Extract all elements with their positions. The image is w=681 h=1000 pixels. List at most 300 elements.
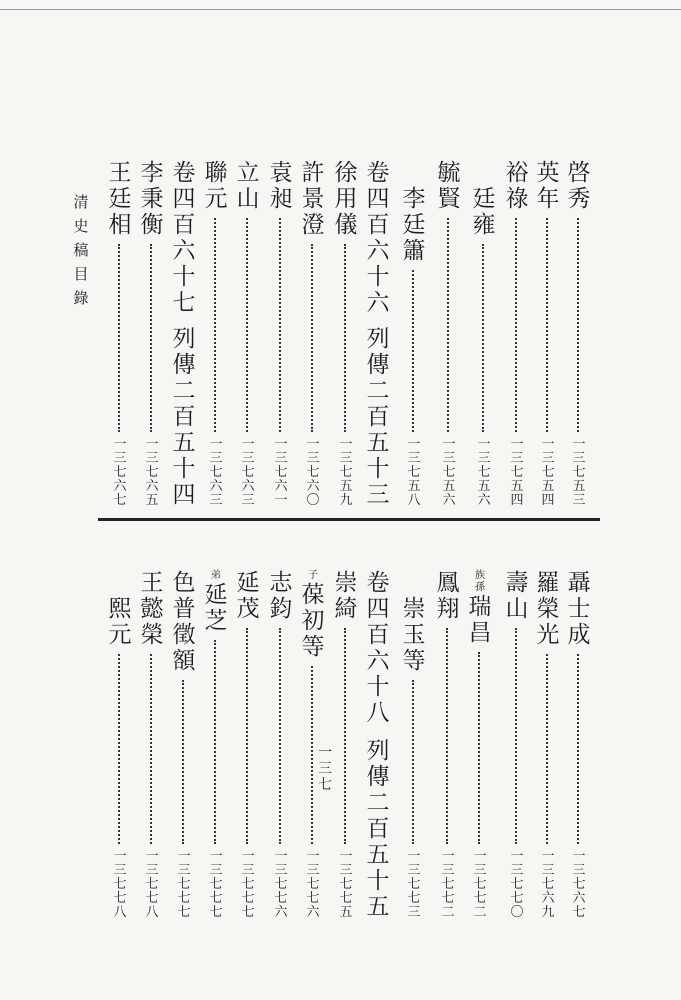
- upper-toc-entry: [333, 160, 359, 508]
- leader-dots: [446, 628, 450, 844]
- volume-number-char: 六: [366, 290, 390, 316]
- page-number-char: 五: [407, 479, 421, 494]
- page-number-char: 一: [541, 437, 555, 452]
- page-number-char: 七: [241, 891, 255, 906]
- entry-name: [203, 582, 229, 634]
- page-number-char: 四: [541, 493, 555, 508]
- volume-title-char: 三: [366, 482, 390, 508]
- volume-number-char: 八: [366, 700, 390, 726]
- leader-dots: [311, 666, 315, 844]
- entry-page-number: [539, 850, 557, 920]
- page-number-char: 三: [209, 863, 223, 878]
- page-number-char: 七: [145, 465, 159, 480]
- volume-title-char: 列: [366, 738, 390, 764]
- entry-name-char: 衡: [140, 212, 164, 238]
- entry-name-char: 元: [108, 622, 132, 648]
- page-number-char: 一: [473, 849, 487, 864]
- entry-relation-note: [473, 570, 487, 594]
- page-number-char: 六: [541, 891, 555, 906]
- entry-name-char: 色: [172, 570, 196, 596]
- page-number-char: 七: [541, 465, 555, 480]
- leader-dots: [546, 654, 550, 844]
- entry-name: [300, 582, 326, 660]
- lower-toc-entry: [203, 570, 229, 920]
- entry-name: [203, 160, 229, 212]
- page-number-char: 七: [274, 891, 288, 906]
- page-number-char: 三: [572, 493, 586, 508]
- page-number-char: 三: [541, 451, 555, 466]
- entry-name-char: 李: [402, 186, 426, 212]
- volume-number-char: 六: [366, 648, 390, 674]
- page-number-char: 七: [572, 465, 586, 480]
- page-number-char: 三: [541, 863, 555, 878]
- entry-name-char: 懿: [140, 596, 164, 622]
- volume-title-char: 列: [172, 326, 196, 352]
- page-number-char: 三: [318, 761, 332, 777]
- entry-name-char: 啓: [567, 160, 591, 186]
- entry-name-char: 光: [536, 622, 560, 648]
- page-number-char: 七: [441, 877, 455, 892]
- entry-name: [268, 570, 294, 622]
- page-number-char: 七: [477, 465, 491, 480]
- entry-name-char: 廷: [472, 186, 496, 212]
- leader-dots: [447, 218, 451, 432]
- entry-name: [333, 570, 359, 622]
- entry-page-number: [570, 438, 588, 508]
- volume-number-char: 十: [172, 264, 196, 290]
- leader-dots: [246, 628, 250, 844]
- entry-page-number: [272, 850, 290, 920]
- entry-name-char: 聯: [204, 160, 228, 186]
- leader-dots: [279, 218, 283, 432]
- entry-name-char: 等: [402, 648, 426, 674]
- page-number-char: 八: [113, 905, 127, 920]
- entry-name-char: 成: [567, 622, 591, 648]
- page-number-char: 七: [241, 905, 255, 920]
- entry-name-char: 廷: [108, 186, 132, 212]
- volume-title-char: 五: [366, 894, 390, 920]
- page-number-char: 一: [407, 437, 421, 452]
- page-number-char: 七: [177, 905, 191, 920]
- entry-name: [436, 160, 462, 212]
- page-number-char: 七: [572, 905, 586, 920]
- page-number-char: 三: [510, 451, 524, 466]
- entry-name: [107, 596, 133, 648]
- page-number-char: 五: [477, 479, 491, 494]
- entry-name-char: 王: [108, 160, 132, 186]
- entry-name-char: 崇: [402, 596, 426, 622]
- entry-page-number: [304, 850, 322, 920]
- leader-dots: [311, 244, 315, 432]
- entry-name-char: 士: [567, 596, 591, 622]
- page-number-char: 七: [541, 877, 555, 892]
- page-number-char: 一: [209, 849, 223, 864]
- volume-number-char: 七: [172, 290, 196, 316]
- book-title-char: 稿: [73, 241, 89, 259]
- page-number-char: 六: [306, 905, 320, 920]
- entry-name-char: 景: [301, 186, 325, 212]
- leader-dots: [214, 640, 218, 844]
- page-number-char: 四: [510, 493, 524, 508]
- page-number-char: 二: [473, 905, 487, 920]
- upper-toc-entry: [139, 160, 165, 508]
- volume-title-char: 五: [366, 842, 390, 868]
- page-number-char: 七: [274, 465, 288, 480]
- page-number-char: 〇: [306, 493, 320, 508]
- page-number-char: 六: [274, 479, 288, 494]
- lower-toc-entry: [333, 570, 359, 920]
- upper-toc-entry: [401, 186, 427, 508]
- entry-name-char: 裕: [505, 160, 529, 186]
- volume-title-char: 二: [366, 378, 390, 404]
- entry-name-char: 元: [204, 186, 228, 212]
- entry-name: [471, 186, 497, 238]
- lower-toc-entry: [107, 596, 133, 920]
- page-number-char: 一: [477, 437, 491, 452]
- page-number-char: 三: [339, 863, 353, 878]
- page-number-char: 六: [145, 479, 159, 494]
- volume-title: [365, 326, 391, 508]
- page-number-char: 一: [177, 849, 191, 864]
- page-number-char: 六: [306, 479, 320, 494]
- leader-dots: [577, 654, 581, 844]
- page-number-char: 三: [145, 863, 159, 878]
- page-number-char: 一: [209, 437, 223, 452]
- page-number-char: 一: [572, 849, 586, 864]
- leader-dots: [182, 680, 186, 844]
- entry-name-char: 鳳: [436, 570, 460, 596]
- entry-name-char: 羅: [536, 570, 560, 596]
- entry-name: [300, 160, 326, 238]
- entry-name-char: 翔: [436, 596, 460, 622]
- lower-toc-entry: [171, 570, 197, 920]
- entry-name: [235, 570, 261, 622]
- page-number-char: 三: [274, 451, 288, 466]
- page-number-char: 七: [145, 877, 159, 892]
- lower-toc-entry: [566, 570, 592, 920]
- page-number-char: 七: [407, 465, 421, 480]
- page-number-char: 七: [510, 891, 524, 906]
- volume-number-char: 四: [172, 186, 196, 212]
- page-number-char: 一: [113, 849, 127, 864]
- page-number-char: 三: [177, 863, 191, 878]
- upper-toc-entry: [566, 160, 592, 508]
- page-number-char: 三: [113, 451, 127, 466]
- entry-name-char: 志: [269, 570, 293, 596]
- page-number-char: 七: [510, 877, 524, 892]
- entry-name-char: 榮: [140, 622, 164, 648]
- volume-number-char: 卷: [172, 160, 196, 186]
- entry-name-char: 王: [140, 570, 164, 596]
- entry-page-number: [405, 850, 423, 920]
- upper-toc-entry: [235, 160, 261, 508]
- leader-dots: [344, 244, 348, 432]
- page-number-char: 一: [306, 437, 320, 452]
- entry-page-number: [111, 850, 129, 920]
- entry-name-char: 普: [172, 596, 196, 622]
- entry-name-char: 額: [172, 648, 196, 674]
- entry-name: [566, 160, 592, 212]
- entry-name-char: 芝: [204, 608, 228, 634]
- volume-number-char: 卷: [366, 570, 390, 596]
- page-number-char: 七: [209, 905, 223, 920]
- entry-name-char: 年: [536, 186, 560, 212]
- entry-page-number: [337, 850, 355, 920]
- page-number-char: 三: [274, 863, 288, 878]
- entry-name: [401, 596, 427, 674]
- page-number-char: 一: [241, 437, 255, 452]
- entry-page-number: [272, 438, 290, 508]
- entry-name: [535, 160, 561, 212]
- page-number-char: 七: [177, 877, 191, 892]
- page-number-char: 一: [145, 437, 159, 452]
- page-number-char: 一: [274, 493, 288, 508]
- volume-number-char: 六: [172, 238, 196, 264]
- page-number-char: 一: [339, 849, 353, 864]
- volume-title-char: 列: [366, 326, 390, 352]
- upper-toc-entry: [107, 160, 133, 508]
- entry-page-number: [207, 850, 225, 920]
- volume-title-char: 四: [172, 482, 196, 508]
- page-number-char: 三: [441, 863, 455, 878]
- entry-name-char: 初: [301, 608, 325, 634]
- upper-toc-entry: [436, 160, 462, 508]
- entry-name: [566, 570, 592, 648]
- page-number-char: 七: [572, 877, 586, 892]
- volume-title: [365, 738, 391, 920]
- volume-number-char: 卷: [366, 160, 390, 186]
- entry-page-number: [440, 438, 458, 508]
- page-number-char: 七: [241, 877, 255, 892]
- page-number-char: 五: [145, 493, 159, 508]
- entry-page-number: [337, 438, 355, 508]
- lower-toc-entry: [401, 596, 427, 920]
- page-number-char: 三: [306, 863, 320, 878]
- page-number-char: 一: [441, 849, 455, 864]
- page-number-char: 〇: [510, 905, 524, 920]
- top-border-line: [0, 9, 681, 10]
- entry-page-number: [508, 438, 526, 508]
- volume-title-char: 傳: [366, 764, 390, 790]
- page-number-char: 三: [145, 451, 159, 466]
- page-number-char: 一: [510, 849, 524, 864]
- entry-name-char: 秀: [567, 186, 591, 212]
- lower-volume-heading: [365, 570, 391, 920]
- leader-dots: [344, 628, 348, 844]
- page-number-char: 三: [442, 451, 456, 466]
- page-number-char: 三: [306, 451, 320, 466]
- entry-page-number: [239, 850, 257, 920]
- upper-toc-entry: [504, 160, 530, 508]
- entry-relation-char: 子: [308, 570, 318, 581]
- volume-title-char: 百: [366, 816, 390, 842]
- page-number-char: 六: [113, 479, 127, 494]
- page-number-vertical: [318, 745, 332, 793]
- entry-name-char: 立: [236, 160, 260, 186]
- book-title-char: 目: [73, 265, 89, 283]
- volume-title-char: 二: [172, 378, 196, 404]
- entry-name-char: 延: [204, 582, 228, 608]
- entry-name-char: 廷: [402, 212, 426, 238]
- page-number-char: 五: [339, 905, 353, 920]
- entry-name-char: 昌: [468, 620, 492, 646]
- volume-title-char: 傳: [366, 352, 390, 378]
- page-number-char: 一: [306, 849, 320, 864]
- entry-page-number: [508, 850, 526, 920]
- entry-name-char: 許: [301, 160, 325, 186]
- page-number-char: 七: [306, 465, 320, 480]
- volume-title: [171, 326, 197, 508]
- entry-name-char: 山: [505, 596, 529, 622]
- entry-page-number: [304, 438, 322, 508]
- entry-name-char: 聶: [567, 570, 591, 596]
- volume-title-char: 五: [366, 430, 390, 456]
- page-number-char: 一: [318, 745, 332, 761]
- entry-name: [504, 570, 530, 622]
- page-number-char: 七: [209, 877, 223, 892]
- entry-name: [535, 570, 561, 648]
- volume-number-char: 百: [172, 212, 196, 238]
- leader-dots: [150, 244, 154, 432]
- leader-dots: [118, 654, 122, 844]
- page-number-char: 二: [441, 905, 455, 920]
- page-number-char: 三: [241, 863, 255, 878]
- book-title-vertical: [72, 190, 90, 310]
- section-divider: [98, 518, 600, 521]
- volume-number: [365, 570, 391, 726]
- volume-number-char: 六: [366, 238, 390, 264]
- entry-name-char: 昶: [269, 186, 293, 212]
- volume-title-char: 五: [172, 430, 196, 456]
- page-number-char: 五: [510, 479, 524, 494]
- entry-name-char: 崇: [334, 570, 358, 596]
- lower-toc-entry: [435, 570, 461, 920]
- page-number-char: 七: [113, 877, 127, 892]
- entry-name: [401, 186, 427, 264]
- page-number-char: 一: [510, 437, 524, 452]
- lower-toc-entry: [535, 570, 561, 920]
- upper-toc-entry: [535, 160, 561, 508]
- page-number-char: 七: [113, 891, 127, 906]
- entry-name-char: 秉: [140, 186, 164, 212]
- lower-toc-entry: [268, 570, 294, 920]
- entry-name-char: 壽: [505, 570, 529, 596]
- entry-name: [435, 570, 461, 622]
- leader-dots: [214, 218, 218, 432]
- entry-name-char: 英: [536, 160, 560, 186]
- entry-name: [268, 160, 294, 212]
- page-number-char: 三: [572, 451, 586, 466]
- entry-name-char: 用: [334, 186, 358, 212]
- entry-name-char: 賢: [437, 186, 461, 212]
- volume-title-char: 百: [366, 404, 390, 430]
- lower-toc-entry: [139, 570, 165, 920]
- entry-name-char: 玉: [402, 622, 426, 648]
- page-number-char: 七: [209, 465, 223, 480]
- page-number-char: 七: [318, 777, 332, 793]
- page-number-char: 七: [113, 493, 127, 508]
- entry-page-number: [111, 438, 129, 508]
- page-number-char: 八: [407, 493, 421, 508]
- entry-name-char: 等: [301, 634, 325, 660]
- page-number-char: 三: [407, 863, 421, 878]
- entry-relation-char: 族: [475, 570, 485, 581]
- leader-dots: [546, 218, 550, 432]
- page-number-char: 七: [306, 891, 320, 906]
- page-number-char: 一: [572, 437, 586, 452]
- entry-name-char: 澄: [301, 212, 325, 238]
- page-number-char: 七: [339, 891, 353, 906]
- page-footer: [318, 745, 332, 793]
- entry-name: [235, 160, 261, 212]
- page-number-char: 一: [113, 437, 127, 452]
- volume-number: [171, 160, 197, 316]
- entry-name-char: 瑞: [468, 594, 492, 620]
- page-number-char: 八: [145, 905, 159, 920]
- volume-title-char: 百: [172, 404, 196, 430]
- entry-name: [139, 570, 165, 648]
- entry-name-char: 鈞: [269, 596, 293, 622]
- volume-number-char: 百: [366, 622, 390, 648]
- page-number-char: 六: [274, 905, 288, 920]
- entry-name-char: 茂: [236, 596, 260, 622]
- page-number-char: 七: [145, 891, 159, 906]
- entry-name-char: 榮: [536, 596, 560, 622]
- page-number-char: 七: [306, 877, 320, 892]
- entry-relation-note: [306, 570, 320, 582]
- entry-page-number: [539, 438, 557, 508]
- volume-number-char: 十: [366, 674, 390, 700]
- page-number-char: 六: [241, 479, 255, 494]
- volume-title-char: 十: [366, 456, 390, 482]
- entry-page-number: [471, 850, 489, 920]
- entry-relation-char: 孫: [475, 582, 485, 593]
- entry-name: [139, 160, 165, 238]
- page-number-char: 一: [541, 849, 555, 864]
- page-number-char: 三: [113, 863, 127, 878]
- leader-dots: [150, 654, 154, 844]
- entry-name: [107, 160, 133, 238]
- upper-toc-entry: [268, 160, 294, 508]
- page-number-char: 七: [274, 877, 288, 892]
- page-number-char: 七: [407, 891, 421, 906]
- page-number-char: 九: [339, 493, 353, 508]
- leader-dots: [118, 244, 122, 432]
- entry-name-char: 毓: [437, 160, 461, 186]
- upper-volume-heading: [365, 160, 391, 508]
- entry-page-number: [405, 438, 423, 508]
- page-number-char: 七: [510, 465, 524, 480]
- page-number-char: 七: [473, 891, 487, 906]
- page-number-char: 九: [541, 905, 555, 920]
- page-number-char: 五: [339, 479, 353, 494]
- leader-dots: [412, 270, 416, 432]
- leader-dots: [246, 218, 250, 432]
- leader-dots: [515, 218, 519, 432]
- entry-name-char: 綺: [334, 596, 358, 622]
- entry-name-char: 祿: [505, 186, 529, 212]
- page-number-char: 一: [339, 437, 353, 452]
- page-number-char: 七: [339, 877, 353, 892]
- volume-number-char: 十: [366, 264, 390, 290]
- page-number-char: 五: [541, 479, 555, 494]
- leader-dots: [412, 680, 416, 844]
- volume-title-char: 傳: [172, 352, 196, 378]
- upper-volume-heading: [171, 160, 197, 508]
- lower-toc-entry: [235, 570, 261, 920]
- entry-page-number: [207, 438, 225, 508]
- entry-page-number: [143, 850, 161, 920]
